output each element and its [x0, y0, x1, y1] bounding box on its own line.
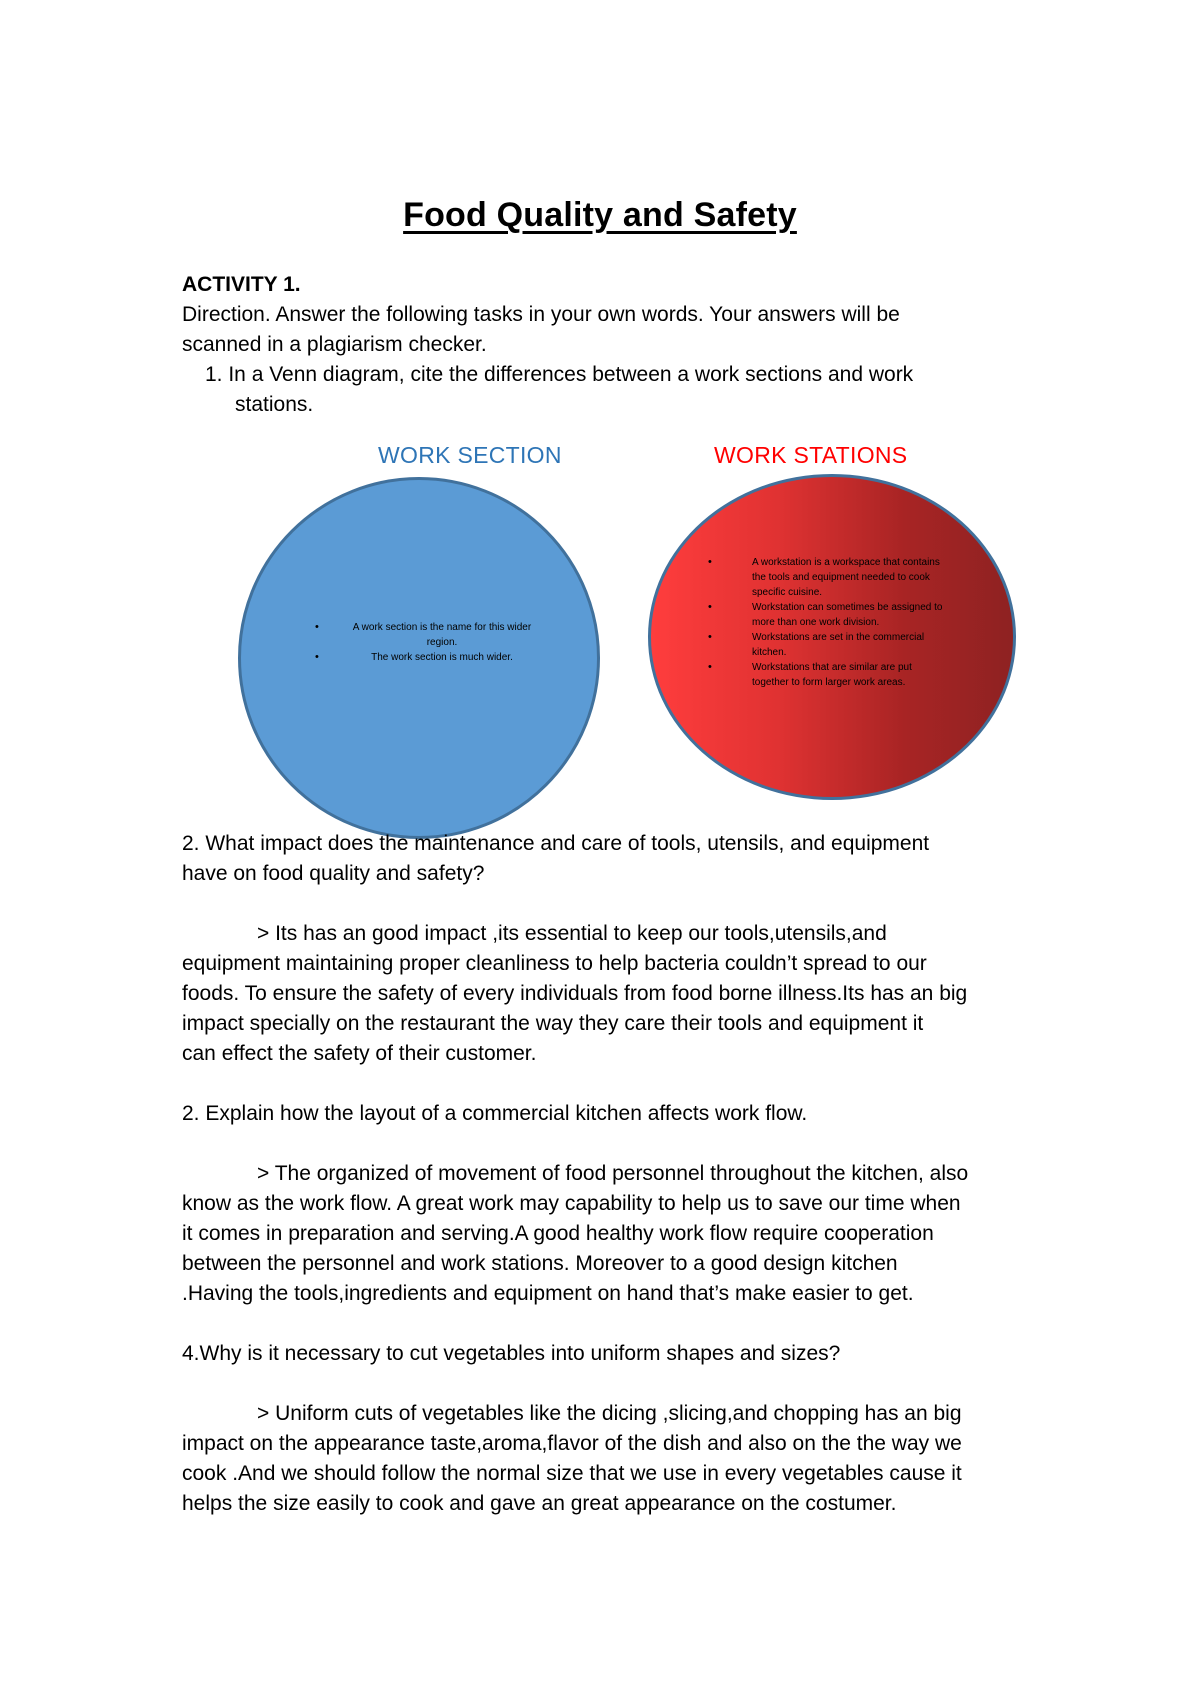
bullet-icon: •	[708, 631, 712, 643]
venn-label-work-stations: WORK STATIONS	[714, 442, 908, 468]
work-stations-bullet-text: Workstations are set in the commercial kitchen.	[752, 632, 925, 658]
answer-3-line: > The organized of movement of food personnel throughout the kitchen, also	[257, 1162, 969, 1185]
answer-2-line: can effect the safety of their customer.	[182, 1042, 537, 1065]
answer-3-line: .Having the tools,ingredients and equipment on hand that’s make easier to get.	[182, 1282, 914, 1305]
work-section-bullet-text: A work section is the name for this wider region.	[352, 622, 532, 648]
bullet-icon: •	[708, 661, 712, 673]
work-stations-bullet-text: A workstation is a workspace that contains the tools and equipment needed to cook specific cuisine.	[752, 557, 940, 598]
work-section-bullet-text: The work section is much wider.	[371, 652, 513, 663]
question-1-line: 1. In a Venn diagram, cite the differences between a work sections and work	[205, 363, 914, 386]
answer-4-line: helps the size easily to cook and gave an great appearance on the costumer.	[182, 1492, 897, 1515]
question-1-line: stations.	[235, 393, 314, 416]
answer-3-line: know as the work flow. A great work may capability to help us to save our time when	[182, 1192, 961, 1215]
answer-2-line: equipment maintaining proper cleanliness to help bacteria couldn’t spread to our	[182, 952, 927, 975]
answer-3	[182, 1159, 1062, 1309]
work-stations-bullet-list	[708, 555, 948, 690]
question-3: 2. Explain how the layout of a commercial kitchen affects work flow.	[182, 1102, 808, 1125]
bullet-icon: •	[315, 651, 319, 663]
list-item	[708, 630, 948, 660]
answer-2-line: > Its has an good impact ,its essential to keep our tools,utensils,and	[257, 922, 887, 945]
list-item	[315, 650, 545, 665]
answer-2-line: foods. To ensure the safety of every individuals from food borne illness.Its has an big	[182, 982, 968, 1005]
question-4: 4.Why is it necessary to cut vegetables into uniform shapes and sizes?	[182, 1342, 841, 1365]
list-item	[315, 620, 545, 650]
answer-3-line: it comes in preparation and serving.A good healthy work flow require cooperation	[182, 1222, 934, 1245]
question-2-line: 2. What impact does the maintenance and care of tools, utensils, and equipment	[182, 832, 930, 855]
work-stations-bullet-text: Workstations that are similar are put together to form larger work areas.	[752, 662, 912, 688]
answer-4-line: cook .And we should follow the normal size that we use in every vegetables cause it	[182, 1462, 962, 1485]
bullet-icon: •	[315, 621, 319, 633]
answer-2-line: impact specially on the restaurant the way they care their tools and equipment it	[182, 1012, 924, 1035]
list-item	[708, 600, 948, 630]
answer-3-line: between the personnel and work stations. Moreover to a good design kitchen	[182, 1252, 898, 1275]
question-2	[182, 829, 1062, 889]
direction-line: Direction. Answer the following tasks in your own words. Your answers will be	[182, 303, 900, 326]
answer-4-line: > Uniform cuts of vegetables like the dicing ,slicing,and chopping has an big	[257, 1402, 962, 1425]
list-item	[708, 555, 948, 600]
answer-4	[182, 1399, 1062, 1519]
direction-line: scanned in a plagiarism checker.	[182, 333, 487, 356]
venn-label-work-section: WORK SECTION	[378, 442, 562, 468]
direction-text	[182, 300, 1062, 360]
work-stations-bullet-text: Workstation can sometimes be assigned to more than one work division.	[752, 602, 943, 628]
answer-2	[182, 919, 1062, 1069]
list-item	[708, 660, 948, 690]
bullet-icon: •	[708, 601, 712, 613]
bullet-icon: •	[708, 556, 712, 568]
page-title: Food Quality and Safety	[403, 196, 797, 234]
question-2-line: have on food quality and safety?	[182, 862, 485, 885]
activity-heading: ACTIVITY 1.	[182, 273, 301, 296]
answer-4-line: impact on the appearance taste,aroma,flavor of the dish and also on the the way we	[182, 1432, 962, 1455]
work-section-bullet-list	[315, 620, 545, 665]
question-1	[205, 360, 1085, 420]
